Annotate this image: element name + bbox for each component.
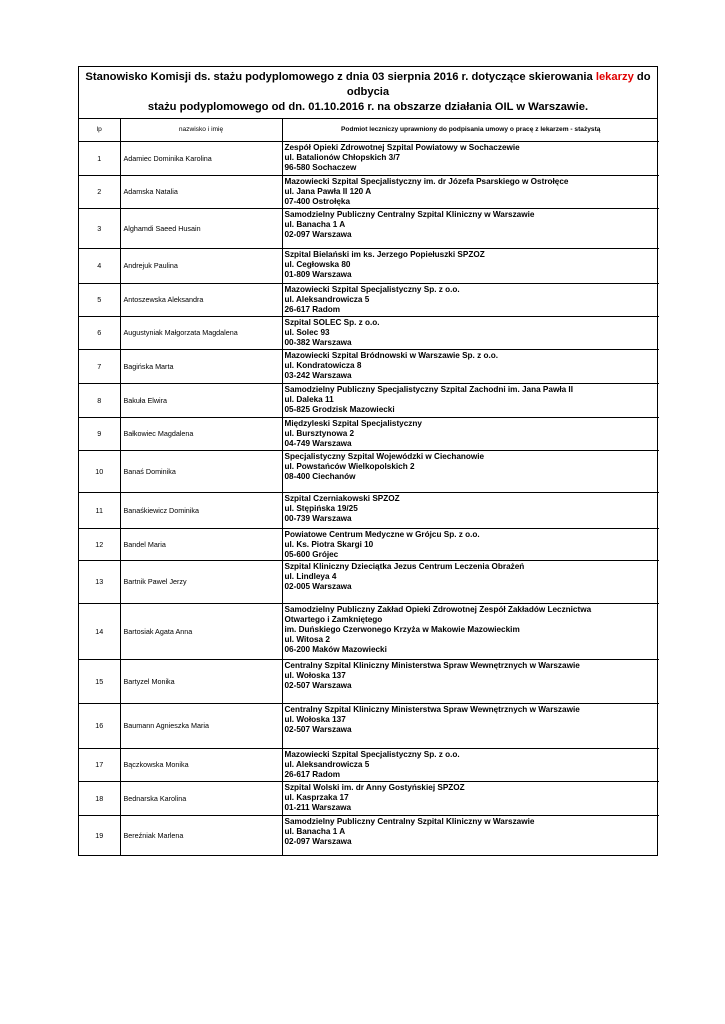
intern-name: Bakuła Elwira [120, 383, 282, 417]
institution-line: im. Duńskiego Czerwonego Krzyża w Makowie Mazowieckim [284, 624, 520, 634]
institution-line: ul. Lindleya 4 [284, 571, 337, 581]
institution-line: Samodzielny Publiczny Centralny Szpital Kliniczny w Warszawie [284, 209, 535, 219]
row-number: 16 [79, 703, 120, 748]
institution-line: ul. Solec 93 [284, 327, 330, 337]
institution-line: ul. Cegłowska 80 [284, 259, 351, 269]
table-row [79, 815, 659, 855]
institution-cell [282, 383, 659, 417]
row-number: 1 [79, 141, 120, 175]
institution-line: 03-242 Warszawa [284, 370, 352, 380]
table-row [79, 450, 659, 492]
institution-line: 26-617 Radom [284, 304, 341, 314]
institution-line: 02-507 Warszawa [284, 724, 352, 734]
institution-line: Mazowiecki Szpital Specjalistyczny Sp. z o.o. [284, 749, 460, 759]
table-row [79, 560, 659, 603]
table-row [79, 417, 659, 450]
table-row [79, 349, 659, 383]
institution-line: Samodzielny Publiczny Specjalistyczny Szpital Zachodni im. Jana Pawła II [284, 384, 573, 394]
institution-line: Szpital Bielański im ks. Jerzego Popiełuszki SPZOZ [284, 249, 485, 259]
institution-line: ul. Batalionów Chłopskich 3/7 [284, 152, 401, 162]
intern-name: Bagińska Marta [120, 349, 282, 383]
row-number: 18 [79, 781, 120, 815]
institution-line: 00-739 Warszawa [284, 513, 352, 523]
table-row [79, 781, 659, 815]
institution-line: 96-580 Sochaczew [284, 162, 357, 172]
institution-line: Szpital Kliniczny Dzieciątka Jezus Centrum Leczenia Obrażeń [284, 561, 525, 571]
intern-name: Baumann Agnieszka Maria [120, 703, 282, 748]
row-number: 7 [79, 349, 120, 383]
institution-cell [282, 815, 659, 855]
intern-name: Bartnik Pawel Jerzy [120, 560, 282, 603]
institution-line: Samodzielny Publiczny Zakład Opieki Zdrowotnej Zespół Zakładów Lecznictwa [284, 604, 592, 614]
institution-cell [282, 349, 659, 383]
intern-name: Augustyniak Małgorzata Magdalena [120, 316, 282, 349]
institution-line: ul. Witosa 2 [284, 634, 330, 644]
institution-line: 01-809 Warszawa [284, 269, 352, 279]
row-number: 2 [79, 175, 120, 208]
title-line-1 [79, 70, 657, 100]
table-row [79, 283, 659, 316]
institution-cell [282, 528, 659, 560]
title-text-end: do odbycia [346, 71, 651, 98]
institution-cell [282, 175, 659, 208]
institution-line: 05-600 Grójec [284, 549, 339, 559]
institution-cell [282, 492, 659, 528]
institution-line: ul. Ks. Piotra Skargi 10 [284, 539, 374, 549]
institution-cell [282, 283, 659, 316]
row-number: 14 [79, 603, 120, 659]
institution-line: Mazowiecki Szpital Specjalistyczny Sp. z o.o. [284, 284, 460, 294]
institution-cell [282, 659, 659, 703]
table-row [79, 703, 659, 748]
institution-line: 07-400 Ostrołęka [284, 196, 351, 206]
intern-name: Bereźniak Marlena [120, 815, 282, 855]
table-row [79, 492, 659, 528]
intern-name: Bałkowiec Magdalena [120, 417, 282, 450]
institution-cell [282, 248, 659, 283]
intern-name: Bączkowska Monika [120, 748, 282, 781]
intern-name: Bednarska Karolina [120, 781, 282, 815]
institution-line: Szpital SOLEC Sp. z o.o. [284, 317, 380, 327]
institution-line: ul. Wołoska 137 [284, 670, 346, 680]
table-row [79, 528, 659, 560]
row-number: 9 [79, 417, 120, 450]
institution-line: 05-825 Grodzisk Mazowiecki [284, 404, 395, 414]
table-row [79, 141, 659, 175]
institution-line: ul. Jana Pawła II 120 A [284, 186, 372, 196]
table-row [79, 248, 659, 283]
institution-line: ul. Bursztynowa 2 [284, 428, 355, 438]
intern-name: Banaśkiewicz Dominika [120, 492, 282, 528]
institution-cell [282, 603, 659, 659]
institution-line: 26-617 Radom [284, 769, 341, 779]
institution-line: 02-097 Warszawa [284, 229, 352, 239]
column-header-institution: Podmiot leczniczy uprawniony do podpisania umowy o pracę z lekarzem - stażystą [282, 119, 659, 141]
row-number: 19 [79, 815, 120, 855]
institution-cell [282, 208, 659, 248]
institution-cell [282, 450, 659, 492]
column-header-lp: lp [79, 119, 120, 141]
institution-cell [282, 560, 659, 603]
table-row [79, 208, 659, 248]
institution-line: ul. Wołoska 137 [284, 714, 346, 724]
institution-line: ul. Daleka 11 [284, 394, 334, 404]
institution-line: Szpital Czerniakowski SPZOZ [284, 493, 400, 503]
institution-line: 08-400 Ciechanów [284, 471, 356, 481]
intern-name: Antoszewska Aleksandra [120, 283, 282, 316]
institution-line: ul. Banacha 1 A [284, 826, 346, 836]
institution-line: Szpital Wolski im. dr Anny Gostyńskiej SPZOZ [284, 782, 465, 792]
table-header-row [79, 119, 659, 141]
table-row [79, 748, 659, 781]
row-number: 10 [79, 450, 120, 492]
institution-line: ul. Aleksandrowicza 5 [284, 294, 370, 304]
institution-line: 02-005 Warszawa [284, 581, 352, 591]
intern-name: Banaś Dominika [120, 450, 282, 492]
institution-line: Powiatowe Centrum Medyczne w Grójcu Sp. z o.o. [284, 529, 480, 539]
institution-line: Zespół Opieki Zdrowotnej Szpital Powiatowy w Sochaczewie [284, 142, 520, 152]
intern-name: Bandel Maria [120, 528, 282, 560]
title-text: Stanowisko Komisji ds. stażu podyplomowego z dnia 03 sierpnia 2016 r. dotyczące skierowania [85, 71, 596, 83]
institution-line: 01-211 Warszawa [284, 802, 352, 812]
row-number: 5 [79, 283, 120, 316]
intern-name: Alghamdi Saeed Husain [120, 208, 282, 248]
intern-name: Andrejuk Paulina [120, 248, 282, 283]
table-row [79, 383, 659, 417]
institution-line: Samodzielny Publiczny Centralny Szpital Kliniczny w Warszawie [284, 816, 535, 826]
row-number: 12 [79, 528, 120, 560]
institution-cell [282, 141, 659, 175]
institution-cell [282, 417, 659, 450]
institution-line: Międzyleski Szpital Specjalistyczny [284, 418, 422, 428]
institution-cell [282, 748, 659, 781]
institution-line: ul. Kondratowicza 8 [284, 360, 362, 370]
institution-line: Centralny Szpital Kliniczny Ministerstwa Spraw Wewnętrznych w Warszawie [284, 704, 580, 714]
institution-line: Otwartego i Zamkniętego [284, 614, 383, 624]
row-number: 4 [79, 248, 120, 283]
column-header-name: nazwisko i imię [120, 119, 282, 141]
title-highlight: lekarzy [595, 71, 634, 83]
interns-table [79, 119, 659, 855]
intern-name: Adamiec Dominika Karolina [120, 141, 282, 175]
intern-name: Bartosiak Agata Anna [120, 603, 282, 659]
row-number: 8 [79, 383, 120, 417]
document-title [79, 67, 657, 119]
table-row [79, 603, 659, 659]
institution-cell [282, 781, 659, 815]
institution-line: ul. Powstańców Wielkopolskich 2 [284, 461, 415, 471]
document-sheet [78, 66, 658, 856]
institution-cell [282, 703, 659, 748]
institution-line: ul. Kasprzaka 17 [284, 792, 349, 802]
intern-name: Bartyzel Monika [120, 659, 282, 703]
row-number: 3 [79, 208, 120, 248]
institution-line: ul. Banacha 1 A [284, 219, 346, 229]
institution-line: ul. Stępińska 19/25 [284, 503, 358, 513]
institution-line: Mazowiecki Szpital Bródnowski w Warszawie Sp. z o.o. [284, 350, 499, 360]
institution-line: Centralny Szpital Kliniczny Ministerstwa Spraw Wewnętrznych w Warszawie [284, 660, 580, 670]
table-row [79, 316, 659, 349]
institution-line: Mazowiecki Szpital Specjalistyczny im. dr Józefa Psarskiego w Ostrołęce [284, 176, 569, 186]
row-number: 6 [79, 316, 120, 349]
institution-line: 02-507 Warszawa [284, 680, 352, 690]
intern-name: Adamska Natalia [120, 175, 282, 208]
title-line-2: stażu podyplomowego od dn. 01.10.2016 r. na obszarze działania OIL w Warszawie. [147, 101, 589, 113]
institution-line: 02-097 Warszawa [284, 836, 352, 846]
institution-line: 06-200 Maków Mazowiecki [284, 644, 387, 654]
institution-cell [282, 316, 659, 349]
institution-line: 00-382 Warszawa [284, 337, 352, 347]
table-row [79, 175, 659, 208]
institution-line: ul. Aleksandrowicza 5 [284, 759, 370, 769]
table-row [79, 659, 659, 703]
institution-line: 04-749 Warszawa [284, 438, 352, 448]
institution-line: Specjalistyczny Szpital Wojewódzki w Ciechanowie [284, 451, 485, 461]
row-number: 13 [79, 560, 120, 603]
row-number: 15 [79, 659, 120, 703]
row-number: 11 [79, 492, 120, 528]
row-number: 17 [79, 748, 120, 781]
